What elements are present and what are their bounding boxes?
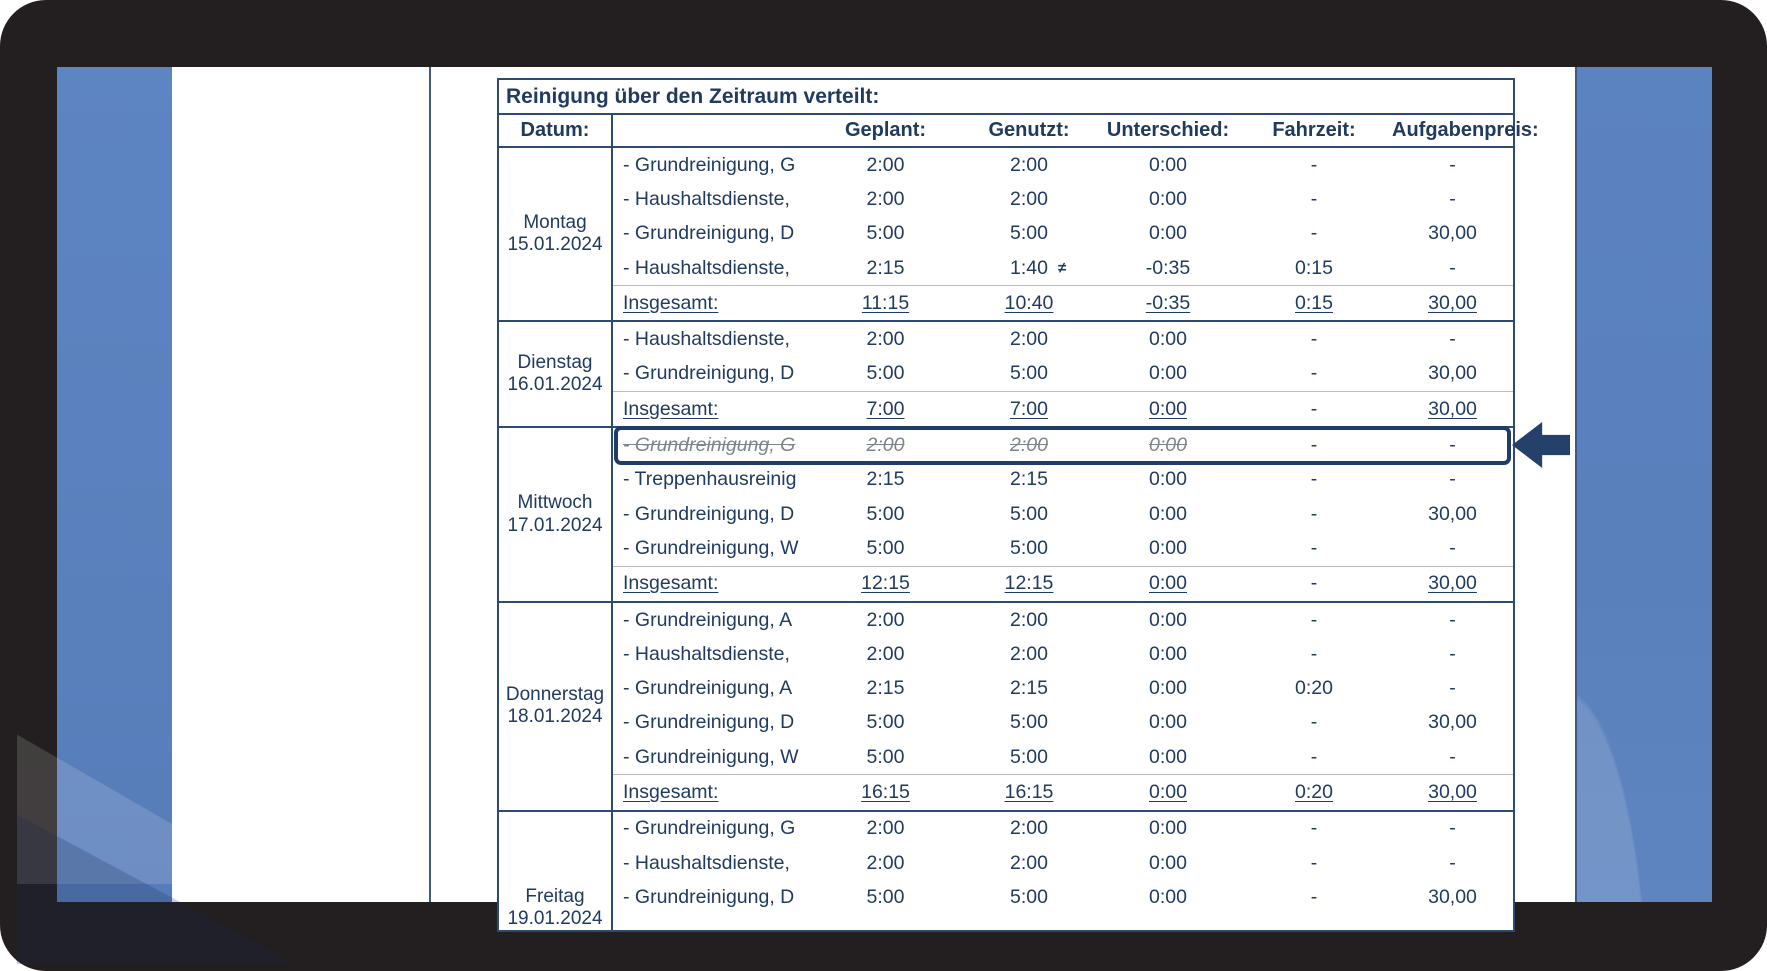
task-label-cell: - Haushaltsdienste, [623,328,790,351]
genutzt-cell: 2:15 [1010,677,1048,700]
day-label-cell [499,603,613,810]
day-name: Montag [523,211,587,233]
total-row [613,285,1513,320]
task-row [613,182,1513,216]
geplant-cell: 16:15 [861,780,910,803]
task-row [613,706,1513,740]
aufgabenpreis-cell: 30,00 [1428,711,1477,734]
day-label-cell [499,322,613,426]
fahrzeit-cell: - [1310,536,1318,559]
total-row [613,391,1513,426]
geplant-cell: 5:00 [866,711,905,734]
task-row [613,322,1513,356]
unterschied-cell: 0:00 [1149,362,1187,385]
task-label-cell: - Grundreinigung, D [623,885,795,908]
geplant-cell: 2:15 [866,677,905,700]
task-row [613,251,1513,285]
unterschied-cell: 0:00 [1149,711,1187,734]
task-label-cell: - Haushaltsdienste, [623,851,790,874]
total-row [613,774,1513,809]
aufgabenpreis-cell: - [1449,536,1456,559]
geplant-cell: 5:00 [866,885,905,908]
unterschied-cell: -0:35 [1145,291,1191,314]
aufgabenpreis-cell: - [1449,745,1456,768]
day-section [499,603,1513,812]
task-label-cell: - Grundreinigung, G [623,434,796,457]
task-row [613,740,1513,774]
geplant-cell: 2:00 [866,328,905,351]
task-label-cell: - Grundreinigung, D [623,711,795,734]
task-label-cell: - Haushaltsdienste, [623,187,790,210]
task-label-cell: - Grundreinigung, W [623,536,799,559]
aufgabenpreis-cell: - [1449,468,1456,491]
day-section [499,812,1513,931]
task-row [613,880,1513,914]
aufgabenpreis-cell: 30,00 [1428,222,1477,245]
left-arrow-icon [1512,422,1570,468]
aufgabenpreis-cell: - [1449,256,1456,279]
task-row [613,812,1513,846]
geplant-cell: 2:15 [866,256,905,279]
day-rows [613,812,1513,931]
fahrzeit-cell: - [1310,608,1318,631]
day-name: Freitag [525,885,585,907]
day-section [499,148,1513,322]
geplant-cell: 5:00 [866,222,905,245]
fahrzeit-cell: 0:20 [1295,780,1333,803]
fahrzeit-cell: 0:15 [1295,291,1333,314]
fahrzeit-cell: - [1310,642,1318,665]
task-label-cell: - Treppenhausreinig [623,468,797,491]
task-label-cell: - Grundreinigung, D [623,362,795,385]
not-equal-marker-icon[interactable]: ≠ [1058,259,1067,277]
task-row [613,603,1513,637]
day-rows [613,322,1513,426]
aufgabenpreis-cell: - [1449,434,1456,457]
cleaning-schedule-table [497,78,1539,932]
task-row [613,497,1513,531]
task-label-cell: Insgesamt: [623,572,719,595]
unterschied-cell: 0:00 [1149,608,1187,631]
task-row [613,531,1513,565]
genutzt-cell: 5:00 [1010,362,1048,385]
header-unterschied: Unterschied: [1106,119,1230,141]
task-label-cell: Insgesamt: [623,780,719,803]
genutzt-cell: 5:00 [1010,745,1048,768]
unterschied-cell: 0:00 [1149,187,1187,210]
geplant-cell: 2:00 [866,851,905,874]
unterschied-cell: 0:00 [1149,502,1187,525]
fahrzeit-cell: - [1310,222,1318,245]
task-label-cell: - Haushaltsdienste, [623,256,790,279]
task-row[interactable] [613,428,1513,462]
header-geplant: Geplant: [844,119,927,141]
day-date: 18.01.2024 [507,706,603,728]
unterschied-cell: 0:00 [1149,222,1187,245]
table-header-row [499,115,1539,148]
day-section [499,428,1513,602]
unterschied-cell: 0:00 [1149,328,1187,351]
geplant-cell: 7:00 [866,397,905,420]
genutzt-cell: 2:00 [1010,642,1048,665]
day-rows [613,428,1513,600]
task-row [613,671,1513,705]
geplant-cell: 5:00 [866,745,905,768]
unterschied-cell: 0:00 [1149,153,1187,176]
task-row [613,846,1513,880]
aufgabenpreis-cell: - [1449,328,1456,351]
genutzt-cell: 1:40 ≠ [1010,256,1067,279]
genutzt-cell: 2:15 [1010,468,1048,491]
aufgabenpreis-cell: 30,00 [1428,780,1477,803]
task-row [613,357,1513,391]
fahrzeit-cell: - [1310,153,1318,176]
fahrzeit-cell: 0:20 [1295,677,1333,700]
table-body [499,148,1513,930]
fahrzeit-cell: - [1310,711,1318,734]
fahrzeit-cell: - [1310,502,1318,525]
geplant-cell: 5:00 [866,502,905,525]
task-label-cell: - Grundreinigung, G [623,153,796,176]
header-datum: Datum: [499,115,613,146]
day-rows [613,603,1513,810]
header-fahrzeit: Fahrzeit: [1272,119,1356,141]
unterschied-cell: 0:00 [1149,397,1187,420]
genutzt-cell: 2:00 [1010,434,1048,457]
aufgabenpreis-cell: 30,00 [1428,397,1477,420]
day-section [499,322,1513,428]
task-label-cell: - Grundreinigung, D [623,502,795,525]
genutzt-cell: 5:00 [1010,711,1048,734]
fahrzeit-cell: - [1310,817,1318,840]
geplant-cell: 2:15 [866,468,905,491]
unterschied-cell: 0:00 [1149,468,1187,491]
geplant-cell: 2:00 [866,153,905,176]
fahrzeit-cell: - [1310,885,1318,908]
geplant-cell: 12:15 [861,572,910,595]
aufgabenpreis-cell: - [1449,153,1456,176]
genutzt-cell: 2:00 [1010,817,1048,840]
day-label-cell [499,812,613,931]
task-row [613,637,1513,671]
genutzt-cell: 2:00 [1010,851,1048,874]
fahrzeit-cell: 0:15 [1295,256,1333,279]
day-date: 15.01.2024 [507,234,603,256]
genutzt-cell: 12:15 [1004,572,1054,595]
unterschied-cell: 0:00 [1149,572,1187,595]
genutzt-cell: 2:00 [1010,328,1048,351]
genutzt-cell: 2:00 [1010,153,1048,176]
unterschied-cell: 0:00 [1149,780,1187,803]
header-genutzt: Genutzt: [988,119,1070,141]
unterschied-cell: 0:00 [1149,536,1187,559]
genutzt-cell: 2:00 [1010,187,1048,210]
genutzt-cell: 2:00 [1010,608,1048,631]
aufgabenpreis-cell: - [1449,608,1456,631]
aufgabenpreis-cell: 30,00 [1428,885,1477,908]
table-title: Reinigung über den Zeitraum verteilt: [499,80,1513,115]
day-date: 17.01.2024 [507,514,603,536]
genutzt-cell: 5:00 [1010,502,1048,525]
unterschied-cell: 0:00 [1149,745,1187,768]
day-date: 19.01.2024 [507,908,603,930]
geplant-cell: 5:00 [866,536,905,559]
fahrzeit-cell: - [1310,397,1318,420]
task-label-cell: Insgesamt: [623,291,719,314]
task-label-cell: Insgesamt: [623,397,719,420]
geplant-cell: 2:00 [866,642,905,665]
fahrzeit-cell: - [1310,851,1318,874]
fahrzeit-cell: - [1310,745,1318,768]
genutzt-cell: 5:00 [1010,222,1048,245]
left-blue-panel [57,67,172,902]
day-label-cell [499,148,613,320]
fahrzeit-cell: - [1310,187,1318,210]
geplant-cell: 2:00 [866,608,905,631]
header-aufgabenpreis: Aufgabenpreis: [1392,119,1539,141]
aufgabenpreis-cell: - [1449,851,1456,874]
aufgabenpreis-cell: - [1449,677,1456,700]
aufgabenpreis-cell: 30,00 [1428,362,1477,385]
fahrzeit-cell: - [1310,434,1318,457]
day-label-cell [499,428,613,600]
total-row [613,566,1513,601]
page-divider-line [429,67,431,902]
aufgabenpreis-cell: 30,00 [1428,502,1477,525]
task-row [613,217,1513,251]
fahrzeit-cell: - [1310,328,1318,351]
task-row [613,148,1513,182]
geplant-cell: 2:00 [866,434,905,457]
day-name: Mittwoch [517,492,593,514]
unterschied-cell: 0:00 [1149,817,1187,840]
aufgabenpreis-cell: - [1449,817,1456,840]
geplant-cell: 5:00 [866,362,905,385]
unterschied-cell: 0:00 [1149,677,1187,700]
aufgabenpreis-cell: 30,00 [1428,291,1477,314]
genutzt-cell: 10:40 [1004,291,1054,314]
unterschied-cell: 0:00 [1149,642,1187,665]
slide-content-area [57,67,1710,930]
unterschied-cell: 0:00 [1149,851,1187,874]
day-rows [613,148,1513,320]
genutzt-cell: 7:00 [1010,397,1048,420]
day-date: 16.01.2024 [507,374,603,396]
fahrzeit-cell: - [1310,572,1318,595]
geplant-cell: 11:15 [861,291,910,314]
unterschied-cell: 0:00 [1149,885,1187,908]
aufgabenpreis-cell: - [1449,642,1456,665]
genutzt-cell: 5:00 [1010,885,1048,908]
task-row [613,463,1513,497]
fahrzeit-cell: - [1310,362,1318,385]
unterschied-cell: -0:35 [1145,256,1191,279]
unterschied-cell: 0:00 [1149,434,1187,457]
task-label-cell: - Grundreinigung, A [623,677,793,700]
day-name: Dienstag [517,352,593,374]
genutzt-cell: 16:15 [1004,780,1054,803]
task-label-cell: - Haushaltsdienste, [623,642,790,665]
fahrzeit-cell: - [1310,468,1318,491]
task-label-cell: - Grundreinigung, D [623,222,795,245]
day-name: Donnerstag [505,683,605,705]
geplant-cell: 2:00 [866,187,905,210]
geplant-cell: 2:00 [866,817,905,840]
task-label-cell: - Grundreinigung, G [623,817,796,840]
aufgabenpreis-cell: - [1449,187,1456,210]
right-blue-panel [1575,67,1712,902]
aufgabenpreis-cell: 30,00 [1428,572,1477,595]
genutzt-cell: 5:00 [1010,536,1048,559]
task-label-cell: - Grundreinigung, A [623,608,793,631]
task-label-cell: - Grundreinigung, W [623,745,799,768]
